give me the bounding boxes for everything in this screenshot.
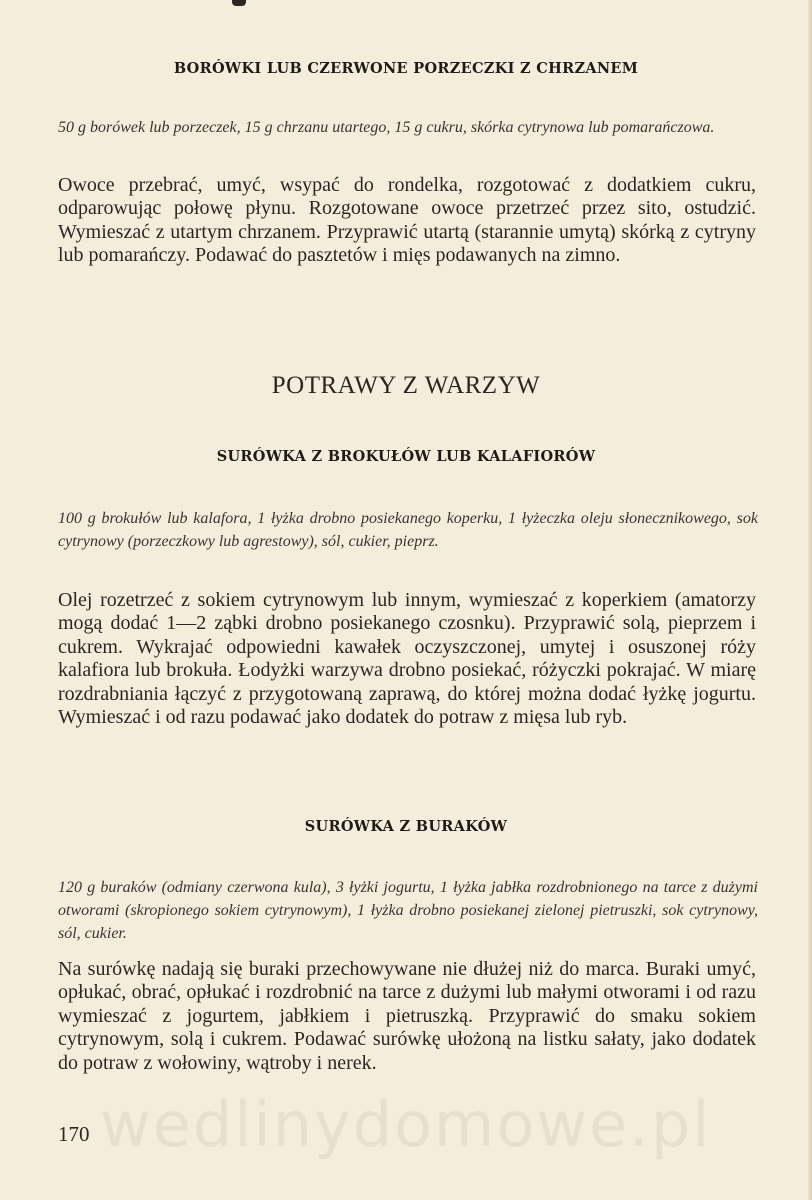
recipe-ingredients-borowki: 50 g borówek lub porzeczek, 15 g chrzanu utartego, 15 g cukru, skórka cytrynowa lub pomarańczowa. <box>58 119 715 136</box>
recipe-ingredients-buraki: 120 g buraków (odmiany czerwona kula), 3 łyżki jogurtu, 1 łyżka jabłka rozdrobnionego na tarce z dużymi otworami (skropionego sokiem cytrynowym), 1 łyżka drobno posiekanej zielonej pietruszki, sok cytrynowy, sól, cukier. <box>58 879 758 942</box>
chapter-title: POTRAWY Z WARZYW <box>271 372 541 399</box>
printing-mark <box>232 0 246 6</box>
recipe-title-buraki: SURÓWKA Z BURAKÓW <box>304 818 508 835</box>
recipe-instructions-brokuly: Olej rozetrzeć z sokiem cytrynowym lub innym, wymieszać z koperkiem (amatorzy mogą dodać 1—2 ząbki drobno posiekanego czosnku). Przyprawić solą, pieprzem i cukrem. Wykrajać odpowiedni kawałek oczyszczonej, umytej i osuszonej róży kalafiora lub brokuła. Łodyżki warzywa drobno posiekać, różyczki pokrajać. W miarę rozdrabniania łączyć z przygotowaną zaprawą, do której można dodać łyżkę jogurtu. Wymieszać i od razu podawać jako dodatek do potraw z mięsa lub ryb. <box>58 589 756 729</box>
recipe-ingredients-brokuly: 100 g brokułów lub kalafora, 1 łyżka drobno posiekanego koperku, 1 łyżeczka oleju słonecznikowego, sok cytrynowy (porzeczkowy lub agrestowy), sól, cukier, pieprz. <box>58 510 758 550</box>
page-edge <box>808 0 812 1200</box>
page-number: 170 <box>58 1122 90 1146</box>
recipe-instructions-buraki: Na surówkę nadają się buraki przechowywane nie dłużej niż do marca. Buraki umyć, opłukać, obrać, opłukać i rozdrobnić na tarce z dużymi lub małymi otworami i od razu wymieszać z jogurtem, jabłkiem i pietruszką. Przyprawić do smaku sokiem cytrynowym, solą i cukrem. Podawać surówkę ułożoną na listku sałaty, jako dodatek do potraw z wołowiny, wątroby i nerek. <box>58 958 756 1074</box>
recipe-title-borowki: BORÓWKI LUB CZERWONE PORZECZKI Z CHRZANEM <box>173 60 639 77</box>
recipe-instructions-borowki: Owoce przebrać, umyć, wsypać do rondelka, rozgotować z dodatkiem cukru, odparowując połowę płynu. Rozgotowane owoce przetrzeć przez sito, ostudzić. Wymieszać z utartym chrzanem. Przyprawić utartą (starannie umytą) skórką z cytryny lub pomarańczy. Podawać do pasztetów i mięs podawanych na zimno. <box>58 174 756 267</box>
watermark: wedlinydomowe.pl <box>100 1088 712 1161</box>
recipe-title-brokuly: SURÓWKA Z BROKUŁÓW LUB KALAFIORÓW <box>216 448 596 465</box>
